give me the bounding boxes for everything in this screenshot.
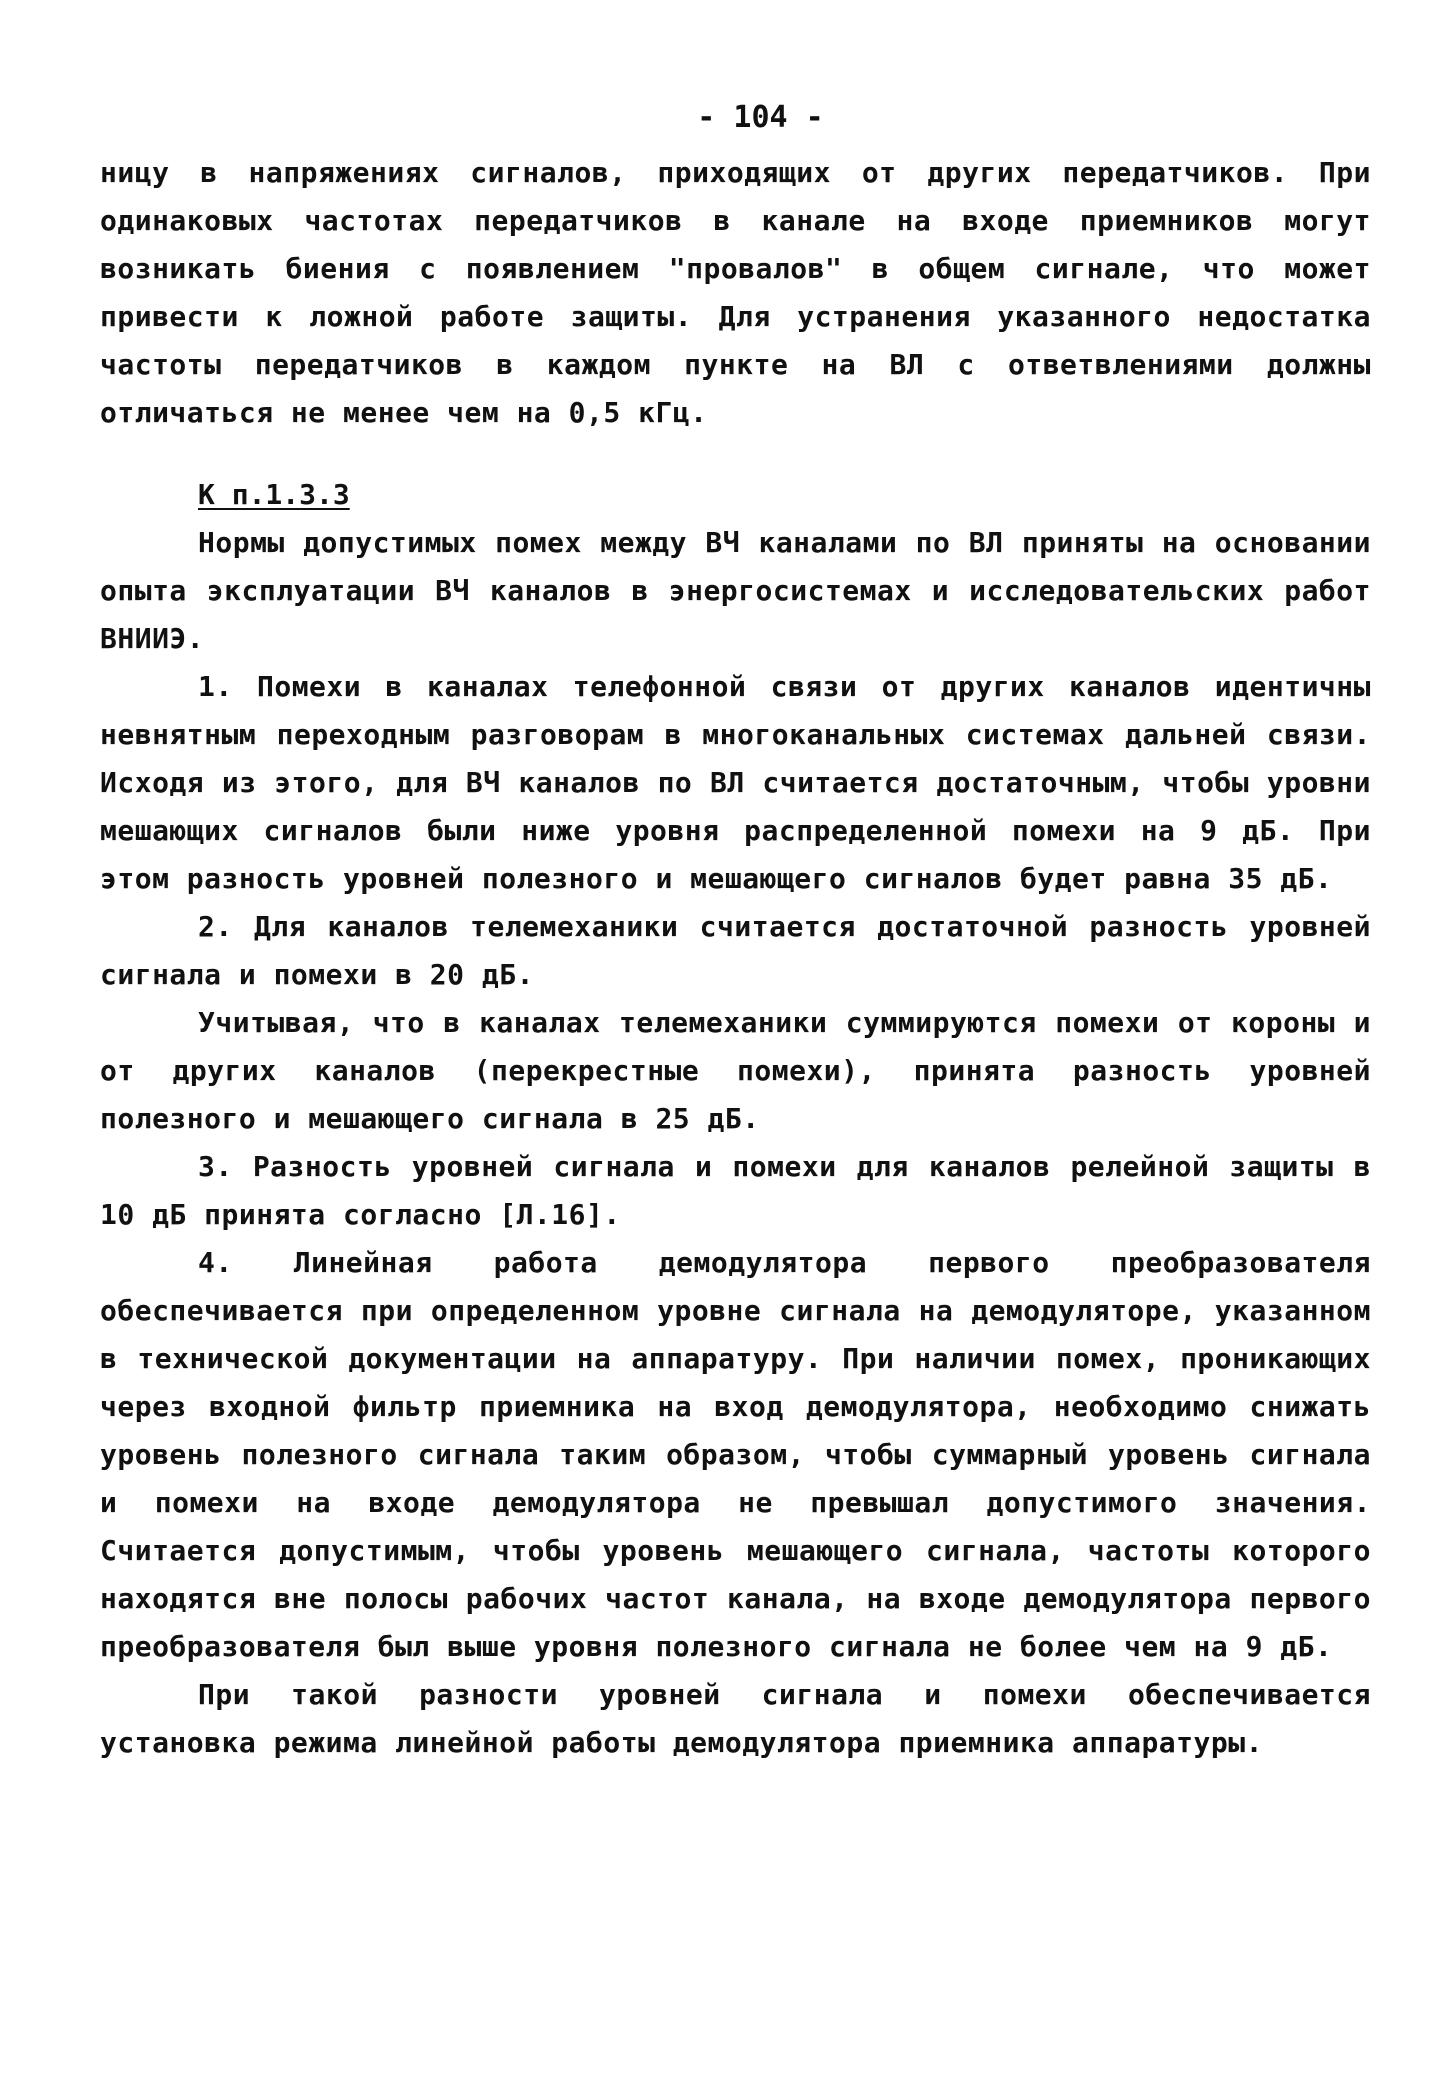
- paragraph-item-1: 1. Помехи в каналах телефонной связи от других каналов идентичны невнятным переходным разговорам в многоканальных системах дальней связи. Исходя из этого, для ВЧ каналов по ВЛ считается достаточным, чтобы уровни мешающих сигналов были ниже уровня распределенной помехи на 9 дБ. При этом разность уровней полезного и мешающего сигналов будет равна 35 дБ.: [100, 670, 1371, 895]
- paragraph-item-3: 3. Разность уровней сигнала и помехи для каналов релейной защиты в 10 дБ принята согласно [Л.16].: [100, 1150, 1371, 1231]
- paragraph-item-4: 4. Линейная работа демодулятора первого преобразователя обеспечивается при определенном уровне сигнала на демодуляторе, указанном в технической документации на аппаратуру. При наличии помех, проникающих через входной фильтр приемника на вход демодулятора, необходимо снижать уровень полезного сигнала таким образом, чтобы суммарный уровень сигнала и помехи на входе демодулятора не превышал допустимого значения. Считается допустимым, чтобы уровень мешающего сигнала, частоты которого находятся вне полосы рабочих частот канала, на входе демодулятора первого преобразователя был выше уровня полезного сигнала не более чем на 9 дБ.: [100, 1246, 1371, 1663]
- paragraph-telemechanics-note: Учитывая, что в каналах телемеханики суммируются помехи от короны и от других каналов (перекрестные помехи), принята разность уровней полезного и мешающего сигнала в 25 дБ.: [100, 1006, 1371, 1135]
- paragraph-conclusion: При такой разности уровней сигнала и помехи обеспечивается установка режима линейной работы демодулятора приемника аппаратуры.: [100, 1678, 1371, 1759]
- section-heading: К п.1.3.3: [198, 478, 350, 511]
- continuation-paragraph: ницу в напряжениях сигналов, приходящих от других передатчиков. При одинаковых частотах передатчиков в канале на входе приемников могут возникать биения с появлением "провалов" в общем сигнале, что может привести к ложной работе защиты. Для устранения указанного недостатка частоты передатчиков в каждом пункте на ВЛ с ответвлениями должны отличаться не менее чем на 0,5 кГц.: [100, 156, 1371, 429]
- paragraph-item-2: 2. Для каналов телемеханики считается достаточной разность уровней сигнала и помехи в 20 дБ.: [100, 910, 1371, 991]
- paragraph-norms-intro: Нормы допустимых помех между ВЧ каналами по ВЛ приняты на основании опыта эксплуатации ВЧ каналов в энергосистемах и исследовательских работ ВНИИЭ.: [100, 526, 1371, 655]
- page-number: - 104 -: [697, 100, 824, 135]
